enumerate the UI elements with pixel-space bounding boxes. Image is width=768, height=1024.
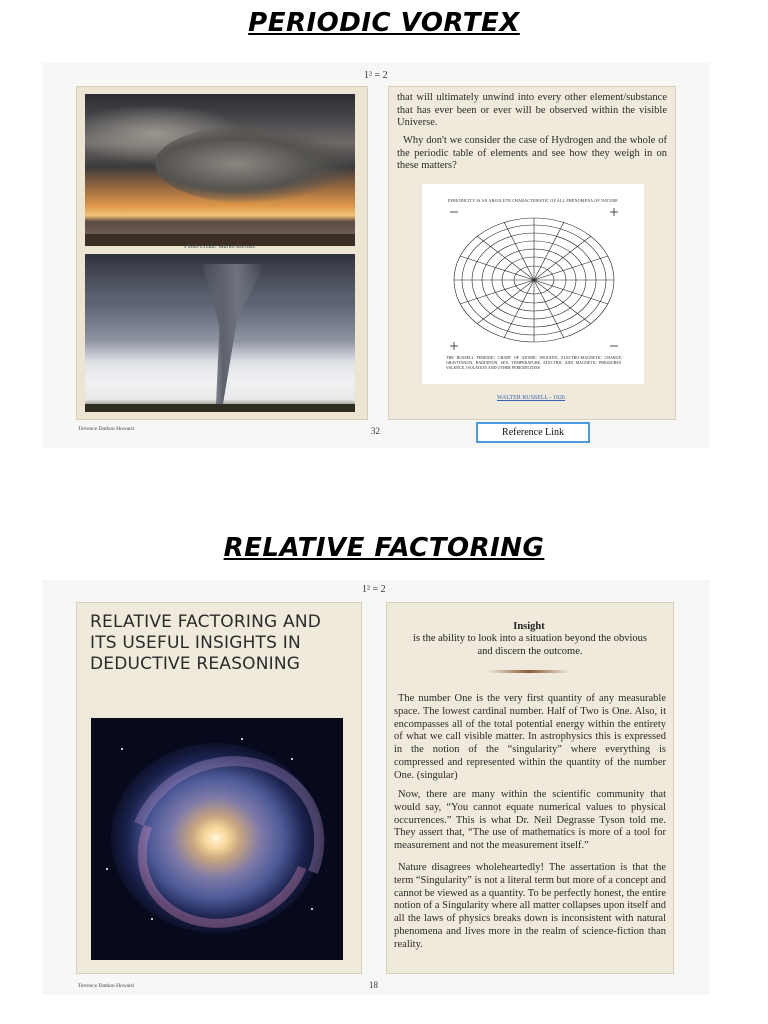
body-text: Why don't we consider the case of Hydrogen and the whole of the periodic table of elements and see how they weigh in on these matters?: [397, 135, 667, 171]
section-title-relative-factoring: RELATIVE FACTORING: [223, 533, 545, 563]
body-paragraph: Now, there are many within the scientific community that would say, “You cannot equate numerical values to physical occurrences.” This is what Dr. Neil Degrasse Tyson told me. They assert that, “The use of mathematics is more of a tool for measurement and not the measurement itself.”: [394, 789, 666, 852]
chapter-heading: RELATIVE FACTORING AND ITS USEFUL INSIGHTS IN DEDUCTIVE REASONING: [90, 612, 322, 674]
body-paragraph: The number One is the very first quantity of any measurable space. The lowest cardinal number. Half of Two is One. Also, it encompasses all of the total potential energy within the entirety of what we call visible matter. In astrophysics this is expressed in the notion of the “singularity” where everything is compressed and represented within the quantity of the number One. (singular): [394, 693, 666, 781]
photo-credit: Photo Credit: Marko Korosec: [184, 244, 256, 250]
tornado-photo: [85, 254, 355, 412]
page-number: 32: [371, 426, 380, 436]
footer-author: Terrence Dathon Howard: [78, 983, 134, 989]
page-number: 18: [369, 980, 378, 990]
attribution-link[interactable]: WALTER RUSSELL - 1926: [496, 395, 566, 401]
ornamental-divider: [488, 670, 570, 673]
reference-link-button[interactable]: Reference Link: [476, 422, 590, 443]
russell-periodic-chart-illustration: [446, 208, 622, 350]
insight-definition: is the ability to look into a situation beyond the obvious and discern the outcome.: [413, 633, 647, 657]
chart-caption-top: PERIODICITY IS AN ABSOLUTE CHARACTERISTIC OF ALL PHENOMENA OF NATURE: [448, 198, 618, 203]
supercell-storm-photo: [85, 94, 355, 246]
body-text: that will ultimately unwind into every other element/substance that has ever been or ever will be observed within the visible Universe.: [397, 92, 667, 128]
insight-title: Insight: [513, 621, 545, 632]
chart-caption-bottom: THE RUSSELL PERIODIC CHART OF ATOMIC WEIGHTS, ELECTRO-MAGNETIC CHARGE, GRAVITATION, RADIATION, SEX, TEMPERATURE, ELECTRIC AND MAGNETIC PRESSURES, VALENCE, ISOLATION AND OTHER PERIODICITIES: [446, 355, 622, 370]
footer-author: Terrence Dathon Howard: [78, 426, 134, 432]
section-title-periodic-vortex: PERIODIC VORTEX: [248, 8, 520, 38]
spread-equation: 1² = 2: [362, 584, 386, 595]
body-paragraph: Nature disagrees wholeheartedly! The assertation is that the term “Singularity” is not a literal term but more of a concept and cannot be viewed as a quantity. To be perfectly honest, the entire notion of a Singularity where all matter collapses upon itself and all the laws of physics breaks down is inconsistent with natural phenomena and lives more in the realm of science-fiction than reality.: [394, 862, 666, 950]
spread-equation: 1² = 2: [364, 70, 388, 81]
spiral-galaxy-image: [91, 718, 343, 960]
